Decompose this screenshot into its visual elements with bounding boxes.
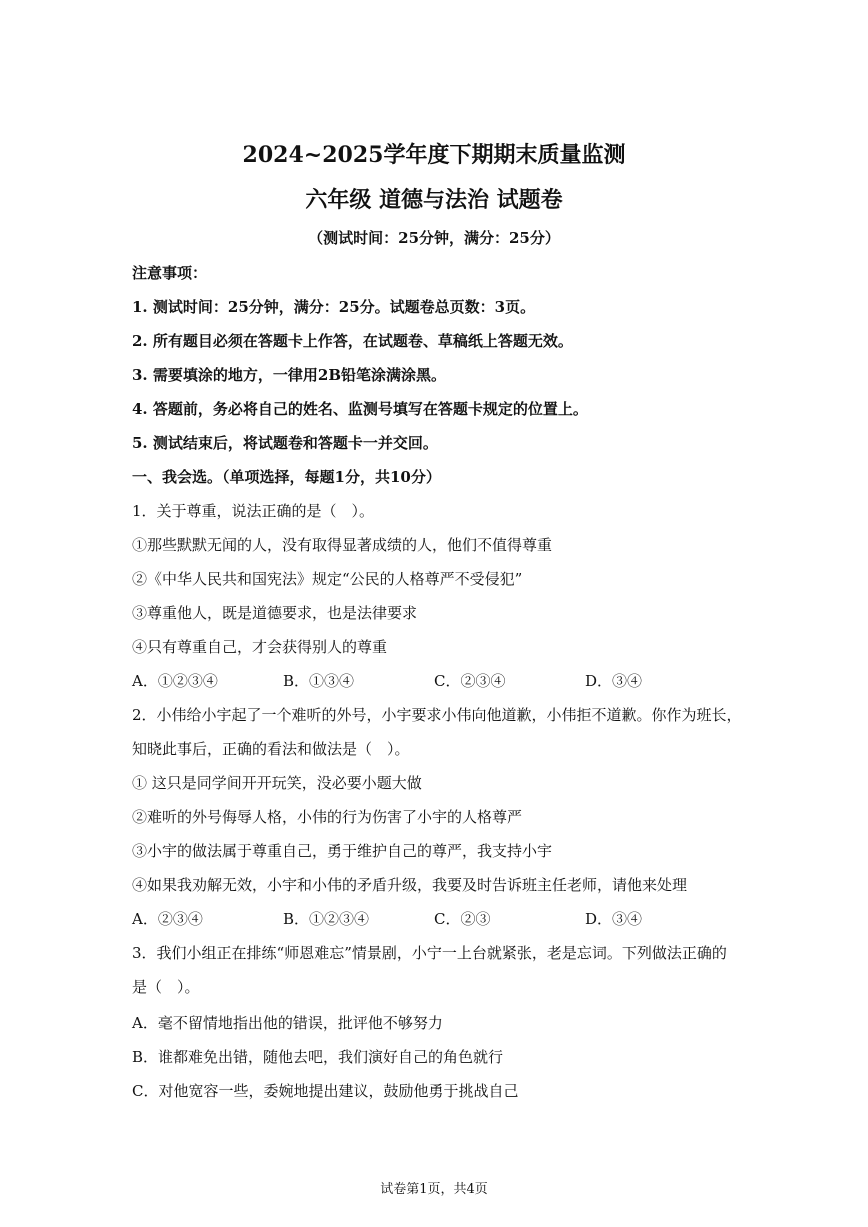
page-footer: 试卷第1页，共4页 <box>380 1182 488 1197</box>
question-stem: 2．小伟给小宇起了一个难听的外号，小宇要求小伟向他道歉，小伟拒不道歉。你作为班长， <box>132 706 742 724</box>
question-stem: 知晓此事后，正确的看法和做法是（ ）。 <box>132 740 410 758</box>
notice-item: 4. 答题前，务必将自己的姓名、监测号填写在答题卡规定的位置上。 <box>132 400 588 418</box>
answer-option-c: C．②③④ <box>434 672 506 690</box>
question-statement: ④如果我劝解无效，小宇和小伟的矛盾升级，我要及时告诉班主任老师，请他来处理 <box>132 876 688 894</box>
notice-item: 5. 测试结束后，将试题卷和答题卡一并交回。 <box>132 434 438 452</box>
question-stem: 是（ ）。 <box>132 978 200 996</box>
question-statement: ②《中华人民共和国宪法》规定“公民的人格尊严不受侵犯” <box>132 570 523 588</box>
question-statement: ②难听的外号侮辱人格，小伟的行为伤害了小宇的人格尊严 <box>132 808 523 826</box>
question-statement: ①那些默默无闻的人，没有取得显著成绩的人，他们不值得尊重 <box>132 536 553 554</box>
exam-subtitle: 六年级 道德与法治 试题卷 <box>305 187 563 213</box>
section-heading: 一、我会选。（单项选择，每题1分，共10分） <box>132 468 441 486</box>
answer-choice-c: C．对他宽容一些，委婉地提出建议，鼓励他勇于挑战自己 <box>132 1082 519 1100</box>
question-stem: 1．关于尊重，说法正确的是（ ）。 <box>132 502 375 520</box>
question-statement: ③尊重他人，既是道德要求，也是法律要求 <box>132 604 418 622</box>
question-statement: ① 这只是同学间开开玩笑，没必要小题大做 <box>132 774 422 792</box>
answer-option-a: A．②③④ <box>132 910 203 928</box>
answer-choice-b: B．谁都难免出错，随他去吧，我们演好自己的角色就行 <box>132 1048 504 1066</box>
notice-item: 3. 需要填涂的地方，一律用2B铅笔涂满涂黑。 <box>132 366 446 384</box>
question-stem: 3．我们小组正在排练“师恩难忘”情景剧，小宁一上台就紧张，老是忘词。下列做法正确的 <box>132 944 727 962</box>
time-note: （测试时间：25分钟，满分：25分） <box>308 229 560 247</box>
answer-option-d: D．③④ <box>585 672 643 690</box>
notice-heading: 注意事项： <box>132 264 208 282</box>
notice-item: 1. 测试时间：25分钟，满分：25分。试题卷总页数：3页。 <box>132 298 536 316</box>
answer-option-c: C．②③ <box>434 910 491 928</box>
answer-choice-a: A．毫不留情地指出他的错误，批评他不够努力 <box>132 1014 443 1032</box>
answer-option-b: B．①②③④ <box>283 910 370 928</box>
question-statement: ③小宇的做法属于尊重自己，勇于维护自己的尊严，我支持小宇 <box>132 842 553 860</box>
notice-item: 2. 所有题目必须在答题卡上作答，在试题卷、草稿纸上答题无效。 <box>132 332 573 350</box>
answer-option-d: D．③④ <box>585 910 643 928</box>
answer-option-b: B．①③④ <box>283 672 355 690</box>
exam-title: 2024~2025学年度下期期末质量监测 <box>242 142 626 168</box>
question-statement: ④只有尊重自己，才会获得别人的尊重 <box>132 638 388 656</box>
answer-option-a: A．①②③④ <box>132 672 218 690</box>
